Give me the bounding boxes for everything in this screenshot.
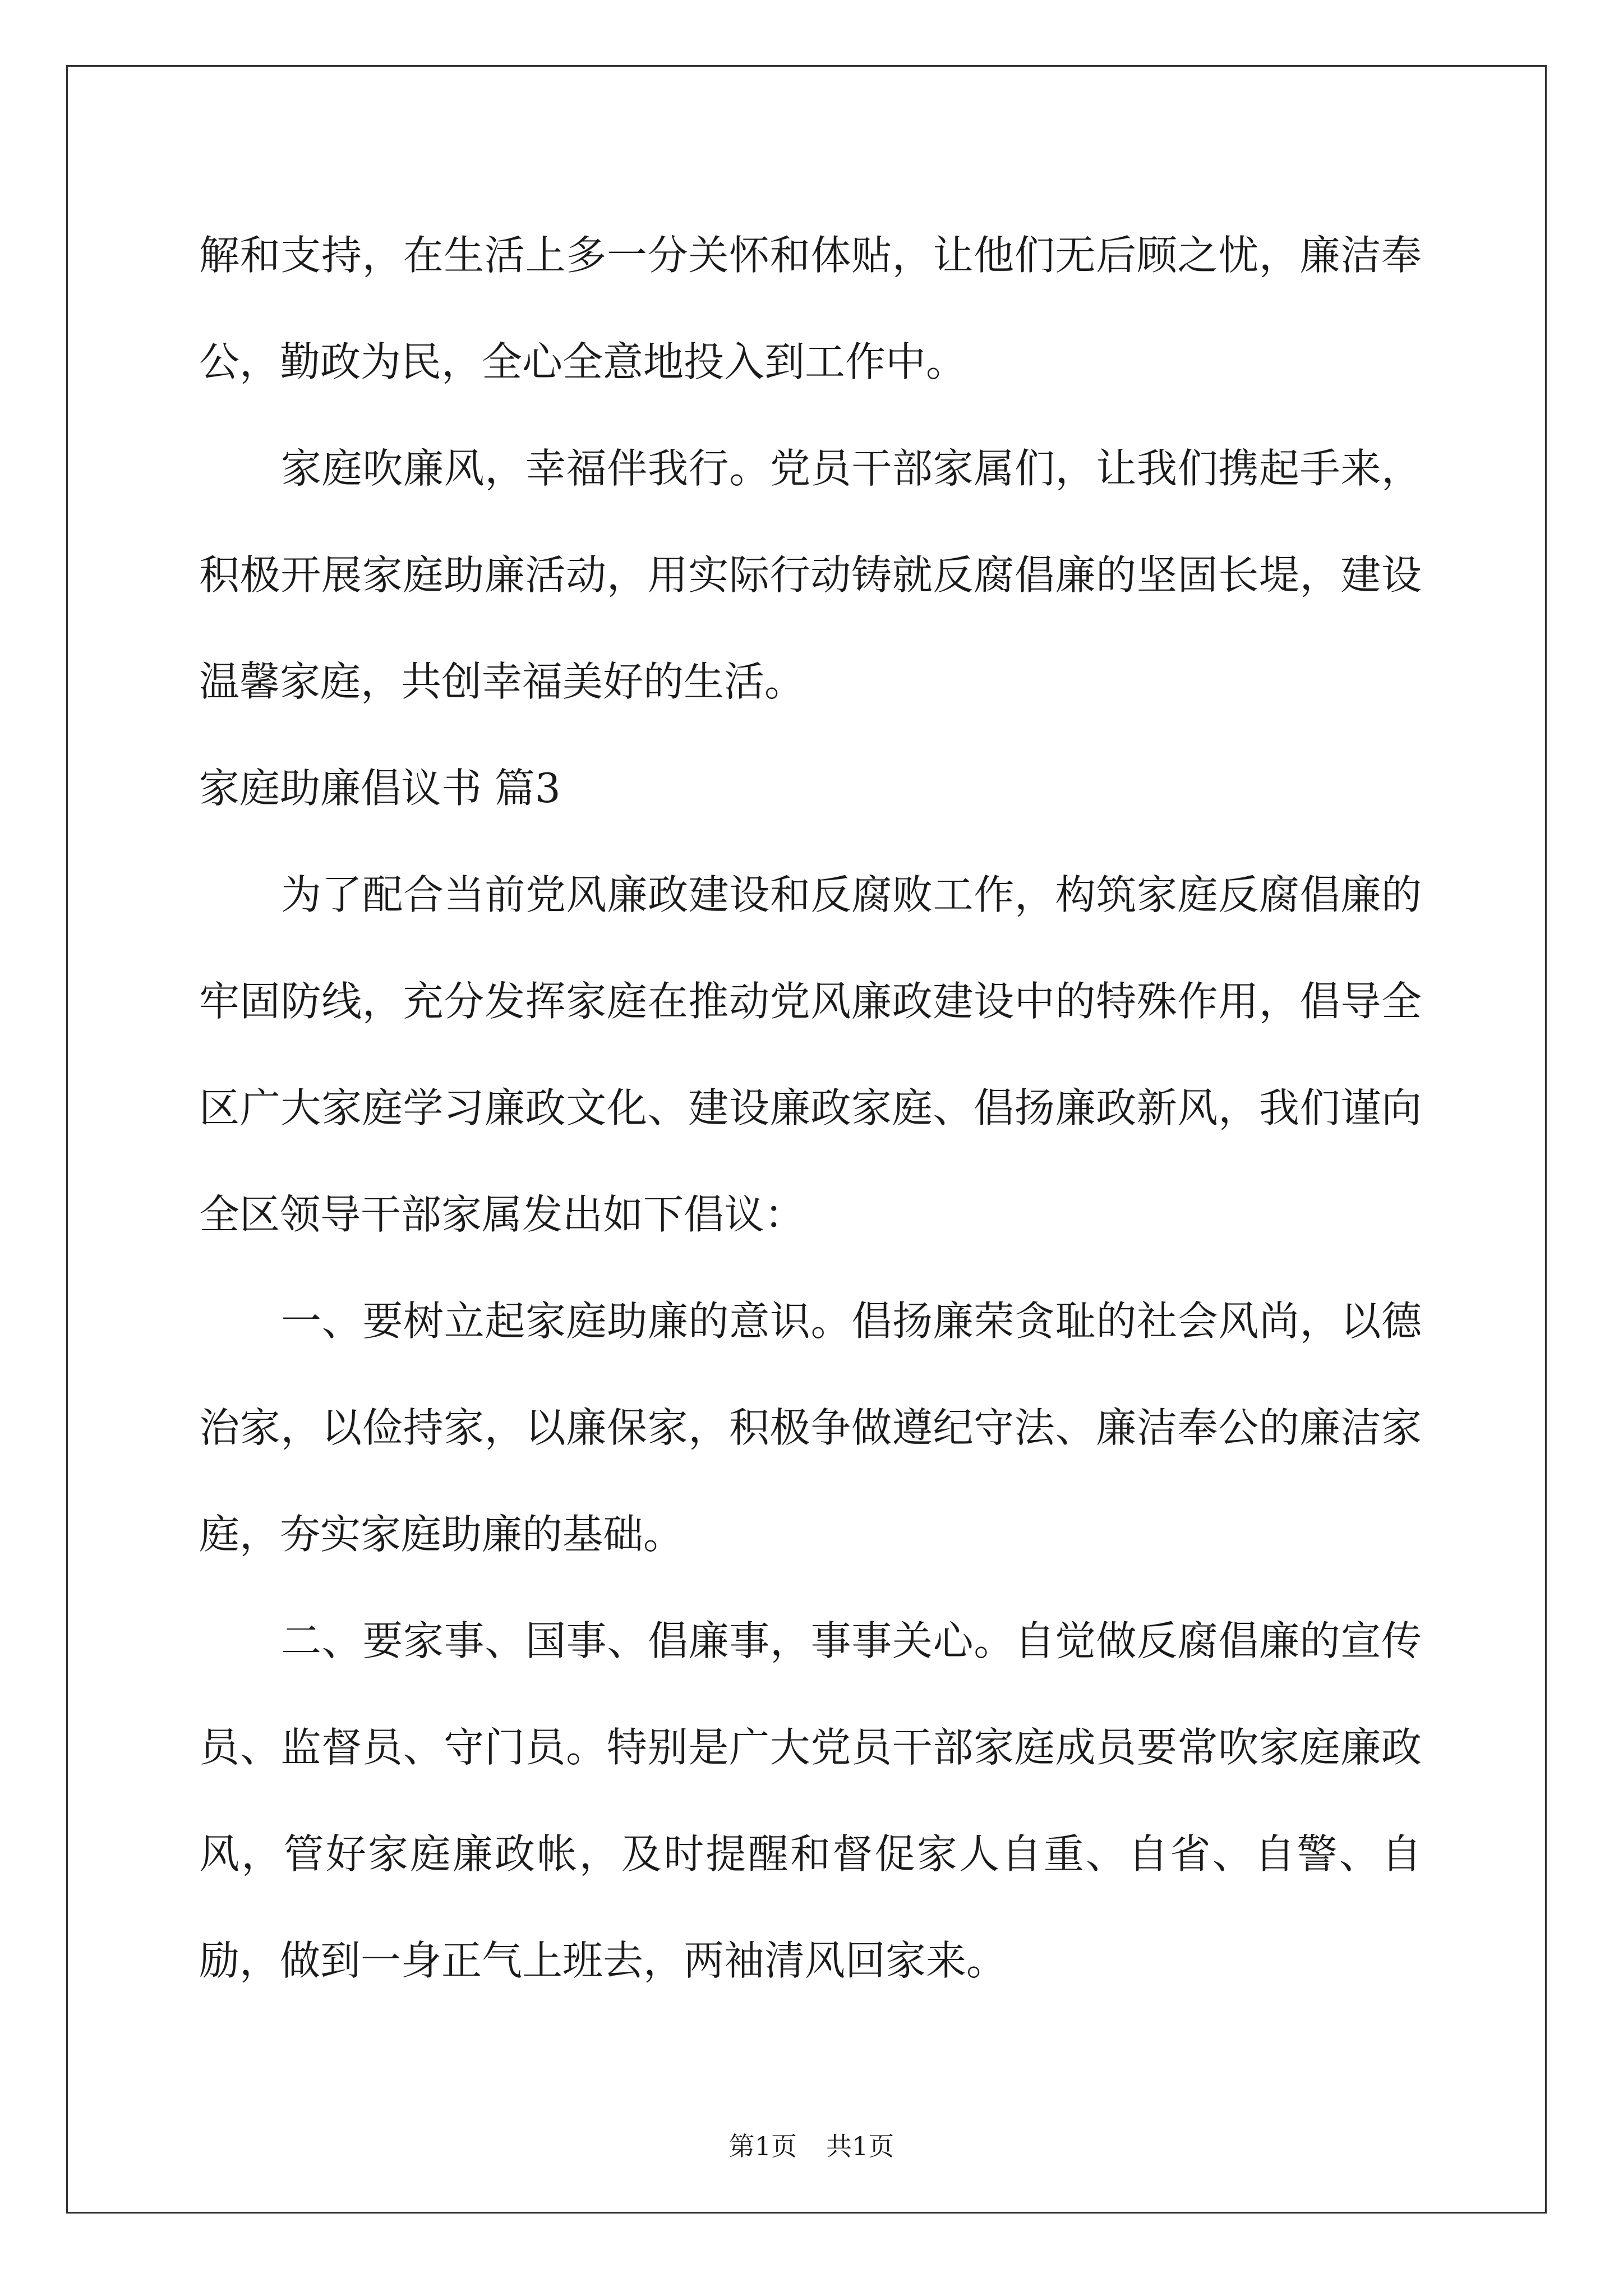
paragraph-point-one: 一、要树立起家庭助廉的意识。倡扬廉荣贪耻的社会风尚，以德治家，以俭持家，以廉保家，积极争做遵纪守法、廉洁奉公的廉洁家庭，夯实家庭助廉的基础。 — [199, 1297, 1422, 1558]
page-footer — [0, 2129, 1623, 2163]
paragraph-continuation: 解和支持，在生活上多一分关怀和体贴，让他们无后顾之忧，廉洁奉公，勤政为民，全心全意地投入到工作中。 — [199, 232, 1422, 385]
paragraph-family-wind: 家庭吹廉风，幸福伴我行。党员干部家属们，让我们携起手来，积极开展家庭助廉活动，用实际行动铸就反腐倡廉的坚固长堤，建设温馨家庭，共创幸福美好的生活。 — [199, 445, 1422, 705]
section-heading: 家庭助廉倡议书 篇3 — [199, 765, 561, 812]
page-total: 共1页 — [826, 2131, 895, 2161]
page-number: 第1页 — [728, 2131, 797, 2161]
paragraph-point-two: 二、要家事、国事、倡廉事，事事关心。自觉做反腐倡廉的宣传员、监督员、守门员。特别是广大党员干部家庭成员要常吹家庭廉政风，管好家庭廉政帐，及时提醒和督促家人自重、自省、自警、自励，做到一身正气上班去，两袖清风回家来。 — [199, 1617, 1422, 1984]
document-body — [199, 202, 1422, 2014]
paragraph-intro: 为了配合当前党风廉政建设和反腐败工作，构筑家庭反腐倡廉的牢固防线，充分发挥家庭在推动党风廉政建设中的特殊作用，倡导全区广大家庭学习廉政文化、建设廉政家庭、倡扬廉政新风，我们谨向全区领导干部家属发出如下倡议： — [199, 871, 1422, 1238]
